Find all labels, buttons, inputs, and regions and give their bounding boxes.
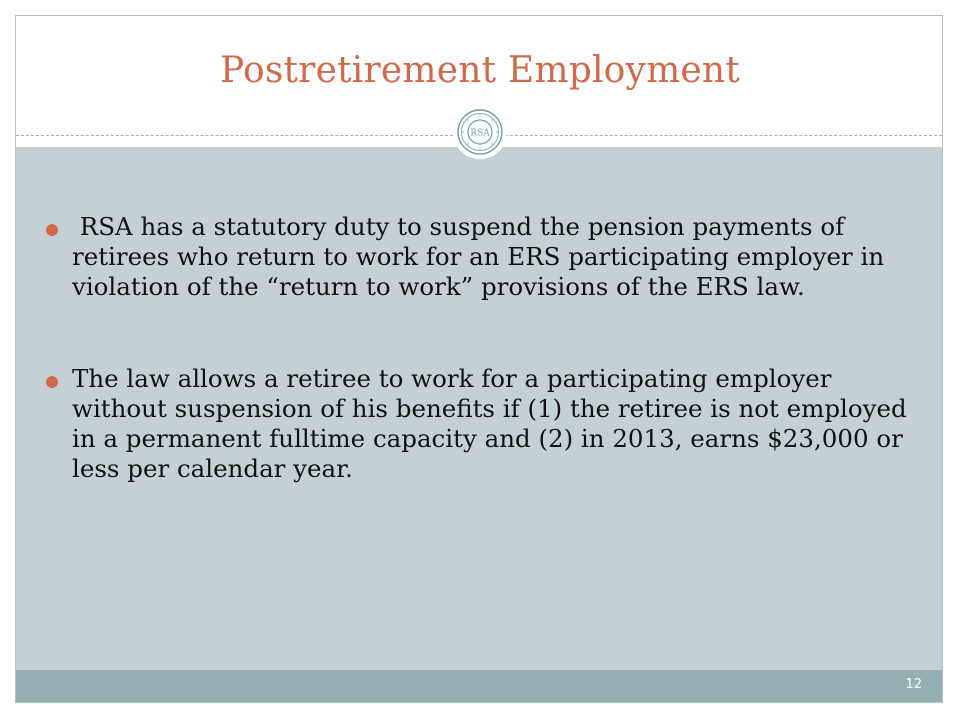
footer-bar (16, 670, 942, 702)
page-number: 12 (905, 677, 922, 692)
bullet-list (46, 212, 916, 546)
bullet-dot-icon (46, 224, 58, 236)
rsa-seal-logo (453, 105, 507, 159)
bullet-text: RSA has a statutory duty to suspend the pension payments of retirees who return to work for an ERS participating employer in violation of the “return to work” provisions of the ERS law. (72, 212, 885, 301)
slide-title: Postretirement Employment (219, 50, 740, 91)
bullet-text: The law allows a retiree to work for a participating employer without suspension of his benefits if (1) the retiree is not employed in a permanent fulltime capacity and (2) in 2013, earns $23,000 or less per calendar year. (72, 364, 907, 483)
emblem-label: RSA (470, 128, 490, 139)
bullet-item (46, 364, 916, 484)
bullet-dot-icon (46, 376, 58, 388)
bullet-item (46, 212, 916, 302)
rsa-seal-icon (453, 105, 507, 159)
